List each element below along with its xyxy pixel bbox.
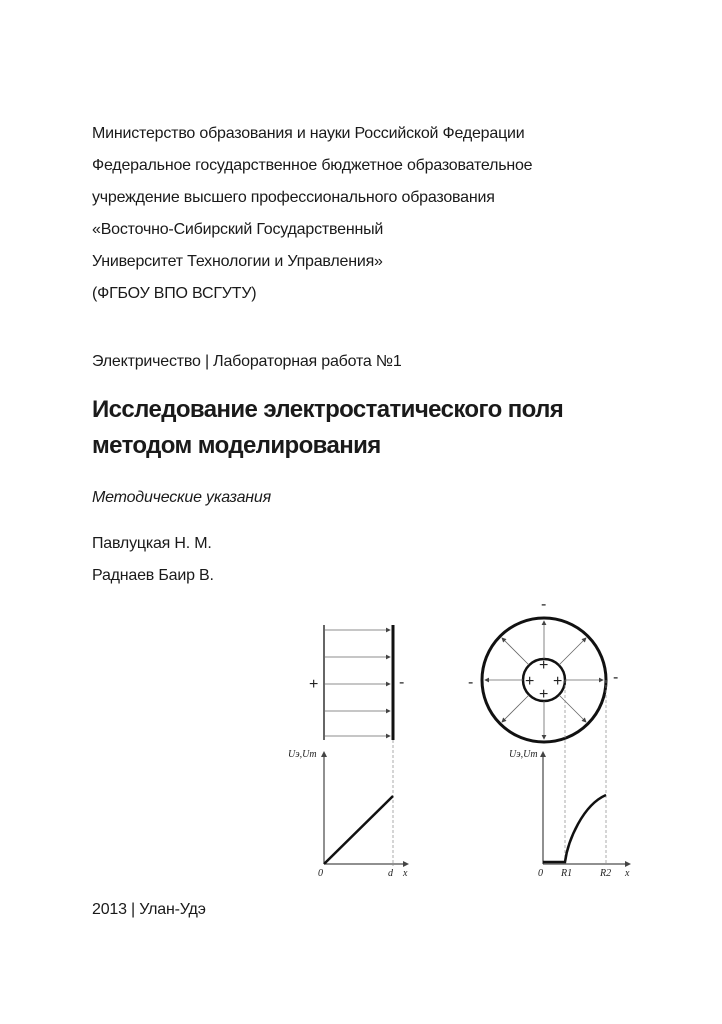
plate-capacitor-diagram bbox=[288, 625, 408, 879]
field-line bbox=[502, 638, 529, 665]
r1-label: R1 bbox=[561, 868, 573, 879]
radial-field-lines bbox=[485, 621, 603, 739]
institution-line-4: «Восточно-Сибирский Государственный bbox=[92, 221, 384, 238]
author-1: Павлуцкая Н. М. bbox=[92, 535, 212, 552]
institution-line-3: учреждение высшего профессионального образования bbox=[92, 189, 495, 206]
field-line bbox=[502, 695, 529, 722]
potential-curve bbox=[324, 796, 393, 864]
field-line bbox=[559, 695, 586, 722]
minus-sign: - bbox=[399, 674, 405, 691]
institution-line-2: Федеральное государственное бюджетное образовательное bbox=[92, 157, 533, 174]
y-axis-label: Uэ,Uт bbox=[288, 749, 317, 760]
author-2: Раднаев Баир В. bbox=[92, 567, 214, 584]
plus-sign: + bbox=[309, 676, 319, 693]
x-axis-label: x bbox=[625, 868, 630, 879]
inner-plus-sign: + bbox=[525, 673, 535, 690]
inner-plus-sign: + bbox=[553, 673, 563, 690]
field-line bbox=[559, 638, 586, 665]
institution-line-6: (ФГБОУ ВПО ВСГУТУ) bbox=[92, 285, 257, 302]
d-label: d bbox=[388, 868, 393, 879]
document-subtitle: Методические указания bbox=[92, 489, 271, 506]
outer-minus-sign: - bbox=[613, 669, 619, 686]
y-axis-label: Uэ,Uт bbox=[509, 749, 538, 760]
institution-line-5: Университет Технологии и Управления» bbox=[92, 253, 383, 270]
coaxial-cylinder-diagram bbox=[468, 596, 630, 879]
x-axis-label: x bbox=[403, 868, 408, 879]
potential-curve bbox=[543, 795, 606, 862]
outer-minus-sign: - bbox=[541, 596, 547, 613]
series-line: Электричество | Лабораторная работа №1 bbox=[92, 353, 402, 370]
origin-label: 0 bbox=[538, 868, 543, 879]
institution-line-1: Министерство образования и науки Российской Федерации bbox=[92, 125, 525, 142]
title-line-1: Исследование электростатического поля bbox=[92, 396, 564, 423]
field-lines bbox=[324, 630, 390, 736]
outer-minus-sign: - bbox=[468, 674, 474, 691]
inner-plus-sign: + bbox=[539, 686, 549, 703]
footer-year-city: 2013 | Улан-Удэ bbox=[92, 901, 206, 918]
inner-plus-sign: + bbox=[539, 657, 549, 674]
origin-label: 0 bbox=[318, 868, 323, 879]
title-line-2: методом моделирования bbox=[92, 432, 381, 459]
r2-label: R2 bbox=[600, 868, 612, 879]
